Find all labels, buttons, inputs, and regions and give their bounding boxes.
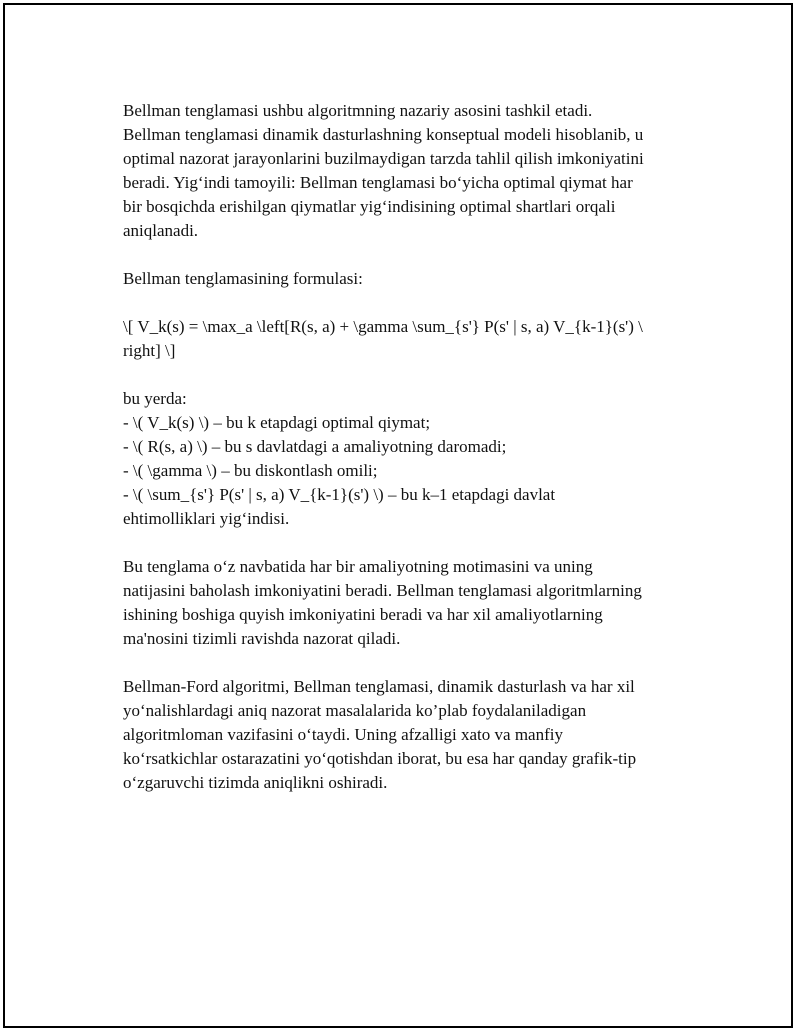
paragraph-equation-purpose — [123, 555, 703, 651]
list-item: - \( V_k(s) \) – bu k etapdagi optimal qiymat; — [123, 413, 431, 432]
text-line: algoritmloman vazifasini o‘taydi. Uning afzalligi xato va manfiy — [123, 725, 563, 744]
paragraph-spacer — [123, 291, 703, 315]
paragraph-bellman-intro — [123, 99, 703, 243]
text-line: Bellman-Ford algoritmi, Bellman tenglamasi, dinamik dasturlash va har xil — [123, 677, 635, 696]
text-line: aniqlanadi. — [123, 221, 199, 240]
paragraph-spacer — [123, 363, 703, 387]
text-line: Bellman tenglamasining formulasi: — [123, 269, 363, 288]
paragraph-spacer — [123, 651, 703, 675]
list-item: - \( \gamma \) – bu diskontlash omili; — [123, 461, 378, 480]
paragraph-spacer — [123, 243, 703, 267]
text-line: ishining boshiga quyish imkoniyatini beradi va har xil amaliyotlarning — [123, 605, 603, 624]
paragraph-bellman-ford — [123, 675, 703, 795]
text-line: optimal nazorat jarayonlarini buzilmaydigan tarzda tahlil qilish imkoniyatini — [123, 149, 644, 168]
paragraph-definitions — [123, 387, 703, 531]
list-item: - \( R(s, a) \) – bu s davlatdagi a amaliyotning daromadi; — [123, 437, 507, 456]
text-line: Bellman tenglamasi ushbu algoritmning nazariy asosini tashkil etadi. — [123, 101, 593, 120]
text-line: Bu tenglama o‘z navbatida har bir amaliyotning motimasini va uning — [123, 557, 593, 576]
text-line: ma'nosini tizimli ravishda nazorat qiladi. — [123, 629, 401, 648]
formula-line: right] \] — [123, 341, 176, 360]
text-line: Bellman tenglamasi dinamik dasturlashning konseptual modeli hisoblanib, u — [123, 125, 644, 144]
text-line: ko‘rsatkichlar ostarazatini yo‘qotishdan iborat, bu esa har qanday grafik-tip — [123, 749, 637, 768]
text-line: o‘zgaruvchi tizimda aniqlikni oshiradi. — [123, 773, 388, 792]
paragraph-formula — [123, 315, 703, 363]
paragraph-formula-heading — [123, 267, 703, 291]
text-line: natijasini baholash imkoniyatini beradi. Bellman tenglamasi algoritmlarning — [123, 581, 642, 600]
text-line: yo‘nalishlardagi aniq nazorat masalalarida ko’plab foydalaniladigan — [123, 701, 587, 720]
text-line: ehtimolliklari yig‘indisi. — [123, 509, 290, 528]
page-frame — [3, 3, 793, 1028]
text-line: bir bosqichda erishilgan qiymatlar yig‘indisining optimal shartlari orqali — [123, 197, 616, 216]
paragraph-spacer — [123, 531, 703, 555]
text-line: beradi. Yig‘indi tamoyili: Bellman tenglamasi bo‘yicha optimal qiymat har — [123, 173, 633, 192]
text-line: bu yerda: — [123, 389, 187, 408]
list-item: - \( \sum_{s'} P(s' | s, a) V_{k-1}(s') \) – bu k–1 etapdagi davlat — [123, 485, 556, 504]
document-body — [123, 99, 703, 795]
formula-line: \[ V_k(s) = \max_a \left[R(s, a) + \gamma \sum_{s'} P(s' | s, a) V_{k-1}(s') \ — [123, 317, 643, 336]
